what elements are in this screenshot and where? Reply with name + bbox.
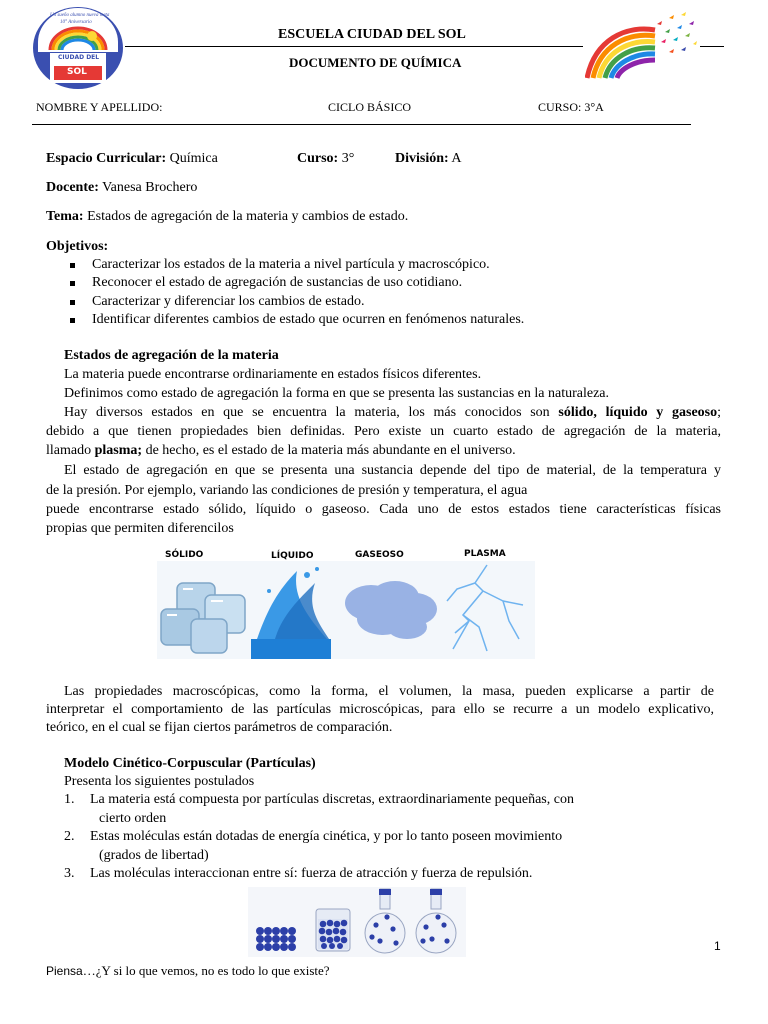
states-paragraph-1: La materia puede encontrarse ordinariamente en estados físicos diferentes. [64, 367, 482, 382]
piensa-word: Piensa [46, 964, 83, 978]
page-number: 1 [714, 939, 721, 953]
espacio-label: Espacio Curricular: [46, 151, 167, 166]
postulate-number: 3. [64, 866, 75, 881]
postulate-2-line-2: (grados de libertad) [99, 847, 209, 863]
logo-name-line2: SOL [67, 67, 87, 77]
docente [46, 179, 197, 198]
cycle-field: CICLO BÁSICO [328, 100, 412, 114]
p3-text-a: Hay diversos estados en que se encuentra la materia, los más conocidos son [64, 405, 559, 420]
macro-paragraph-line-3: teórico, en el cual se fijan ciertos parámetros de comparación. [46, 720, 393, 735]
logo-arc-text: Un sueño alumno nueva meta [50, 13, 110, 18]
bullet-square-icon [70, 263, 75, 268]
states-of-matter-figure [157, 545, 535, 659]
curso-label: Curso: [297, 151, 339, 166]
school-name: ESCUELA CIUDAD DEL SOL [278, 27, 466, 42]
states-paragraph-2: Definimos como estado de agregación la forma en que se presenta las sustancias en la naturaleza. [64, 386, 610, 401]
bullet-square-icon [70, 281, 75, 286]
division [395, 150, 462, 169]
label-liquid: LÍQUIDO [271, 551, 314, 561]
tema [46, 208, 408, 227]
postulate-2-line-1 [64, 828, 664, 847]
p3-l3-bold-plasma: plasma; [94, 443, 143, 458]
piensa-rest: …¿Y si lo que vemos, no es todo lo que existe? [82, 963, 330, 978]
postulate-1-line-1 [64, 791, 654, 810]
tema-value: Estados de agregación de la materia y cambios de estado. [87, 209, 409, 224]
header-rule-top-right [700, 46, 724, 47]
division-label: División: [395, 151, 449, 166]
docente-label: Docente: [46, 180, 99, 195]
course-field: CURSO: 3°A [538, 100, 604, 114]
logo-anniversary-text: 10° Aniversario [60, 20, 92, 25]
name-field-label: NOMBRE Y APELLIDO: [36, 100, 163, 114]
objective-item [46, 256, 524, 274]
postulate-text: Las moléculas interaccionan entre sí: fuerza de atracción y fuerza de repulsión. [90, 866, 533, 881]
curso [297, 150, 354, 169]
header-rule-bottom [32, 124, 691, 125]
espacio-curricular [46, 150, 218, 169]
objectives-title: Objetivos: [46, 239, 109, 254]
liquid-beaker-icon [316, 909, 350, 951]
tema-label: Tema: [46, 209, 84, 224]
objective-text: Caracterizar los estados de la materia a nivel partícula y macroscópico. [92, 257, 490, 272]
states-paragraph-4-line-1: El estado de agregación en que se presenta una sustancia depende del tipo de material, de la temperatura y [64, 463, 721, 478]
particle-model-svg [248, 887, 466, 957]
espacio-value: Química [169, 151, 218, 166]
macro-paragraph-line-2: interpretar el comportamiento de las partículas microscópicas, para ello se recurre a un modelo explicativo, [46, 702, 714, 717]
states-paragraph-4-line-3: puede encontrarse estado sólido, líquido o gaseoso. Cada uno de estos estados tiene características físicas [46, 502, 721, 517]
states-paragraph-3-line-2: debido a que tienen propiedades bien definidas. Pero existe un cuarto estado de agregación de la materia, [46, 424, 721, 439]
p3-bold-states: sólido, líquido y gaseoso [558, 405, 718, 420]
postulates-list [64, 791, 664, 884]
bullet-square-icon [70, 300, 75, 305]
particle-model-figure [248, 887, 466, 957]
postulate-1-line-2: cierto orden [99, 810, 167, 826]
footer-question [46, 963, 330, 979]
solid-particles-icon [256, 927, 296, 951]
rainbow-birds-logo [585, 10, 700, 80]
label-plasma: PLASMA [464, 549, 506, 559]
kinetic-model-title: Modelo Cinético-Corpuscular (Partículas) [64, 756, 316, 771]
states-paragraph-3-line-1 [64, 404, 721, 423]
division-value: A [451, 151, 462, 166]
postulate-text: Estas moléculas están dotadas de energía cinética, y por lo tanto poseen movimiento [90, 829, 563, 844]
bullet-square-icon [70, 318, 75, 323]
postulate-number: 2. [64, 829, 75, 844]
docente-value: Vanesa Brochero [102, 180, 198, 195]
postulate-3-line-1 [64, 865, 664, 884]
postulate-number: 1. [64, 792, 75, 807]
states-paragraph-4-line-4: propias que permiten diferencilos [46, 521, 234, 536]
objective-item [46, 274, 524, 292]
p3-l3-text-b: de hecho, es el estado de la materia más abundante en el universo. [142, 443, 516, 458]
curso-value: 3° [341, 151, 355, 166]
objective-text: Reconocer el estado de agregación de sustancias de uso cotidiano. [92, 275, 463, 291]
states-paragraph-3-line-3 [46, 442, 516, 461]
label-gas: GASEOSO [355, 550, 404, 560]
objective-item [46, 311, 524, 329]
postulate-text: La materia está compuesta por partículas discretas, extraordinariamente pequeñas, con [90, 792, 574, 807]
objective-text: Identificar diferentes cambios de estado que ocurren en fenómenos naturales. [92, 311, 525, 327]
kinetic-model-intro: Presenta los siguientes postulados [64, 774, 255, 789]
p3-text-b: ; [717, 405, 721, 420]
logo-name-line1: CIUDAD DEL [58, 54, 100, 61]
states-illustration-svg [157, 561, 535, 659]
label-solid: SÓLIDO [165, 550, 204, 560]
p3-l3-text-a: llamado [46, 443, 95, 458]
states-section-title: Estados de agregación de la materia [64, 348, 279, 363]
objective-text: Caracterizar y diferenciar los cambios de estado. [92, 293, 365, 309]
document-title: DOCUMENTO DE QUÍMICA [289, 55, 462, 70]
objectives-list [46, 256, 524, 329]
objective-item [46, 293, 524, 311]
states-paragraph-4-line-2: de la presión. Por ejemplo, variando las condiciones de presión y temperatura, el agua [46, 483, 528, 498]
header-rule-top [125, 46, 583, 47]
school-logo [32, 6, 124, 90]
macro-paragraph-line-1: Las propiedades macroscópicas, como la forma, el volumen, la masa, pueden explicarse a partir de [64, 684, 714, 699]
